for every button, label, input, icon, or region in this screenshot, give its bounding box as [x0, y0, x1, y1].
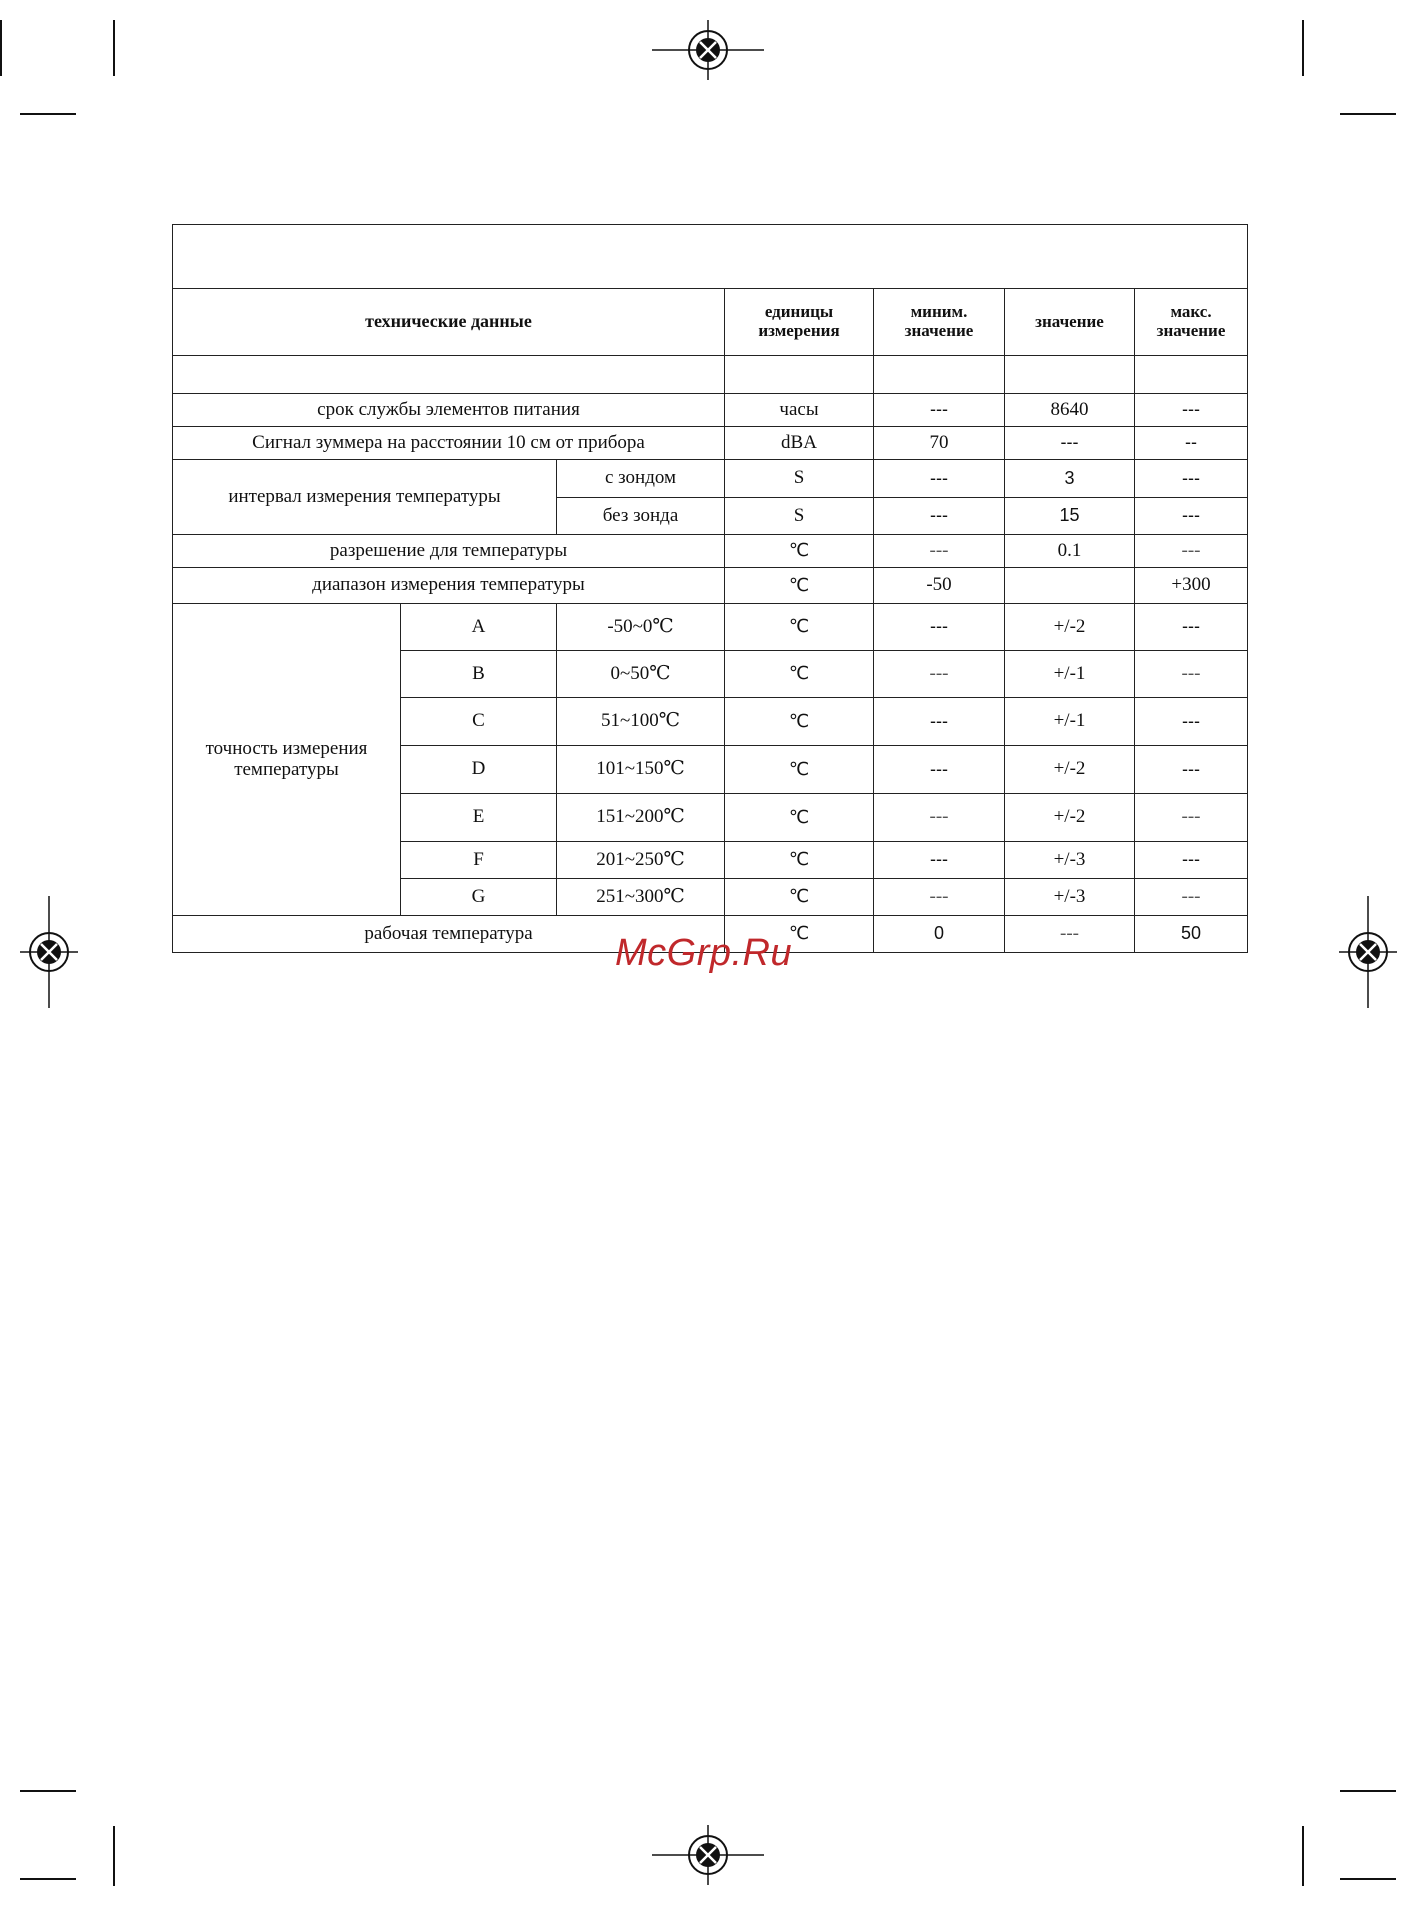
row-label: интервал измерения температуры: [173, 460, 557, 535]
accuracy-range: 251~300℃: [557, 879, 725, 916]
row-max: ---: [1135, 794, 1248, 842]
accuracy-grade: B: [401, 651, 557, 698]
row-unit: ℃: [725, 879, 874, 916]
row-min: ---: [874, 794, 1005, 842]
row-label: Сигнал зуммера на расстоянии 10 см от прибора: [173, 427, 725, 460]
row-unit: ℃: [725, 698, 874, 746]
row-min: ---: [874, 842, 1005, 879]
table-row: [173, 604, 1248, 651]
header-min: миним. значение: [874, 289, 1005, 356]
registration-mark-icon: [20, 896, 78, 1008]
row-unit: ℃: [725, 604, 874, 651]
accuracy-range: 0~50℃: [557, 651, 725, 698]
row-max: ---: [1135, 604, 1248, 651]
table-row: [173, 535, 1248, 568]
row-value: +/-1: [1005, 698, 1135, 746]
row-value: +/-2: [1005, 604, 1135, 651]
accuracy-range: 51~100℃: [557, 698, 725, 746]
registration-mark-icon: [652, 20, 764, 80]
row-max: ---: [1135, 651, 1248, 698]
header-max: макс. значение: [1135, 289, 1248, 356]
row-value: +/-3: [1005, 842, 1135, 879]
row-min: ---: [874, 460, 1005, 498]
row-min: ---: [874, 879, 1005, 916]
crop-mark: [0, 20, 2, 76]
accuracy-grade: F: [401, 842, 557, 879]
row-max: ---: [1135, 842, 1248, 879]
row-min: ---: [874, 535, 1005, 568]
row-label: срок службы элементов питания: [173, 394, 725, 427]
header-row: [173, 289, 1248, 356]
row-value: ---: [1005, 916, 1135, 953]
row-max: 50: [1135, 916, 1248, 953]
row-unit: ℃: [725, 794, 874, 842]
row-value: 3: [1005, 460, 1135, 498]
row-sublabel: с зондом: [557, 460, 725, 498]
row-max: ---: [1135, 535, 1248, 568]
row-value: 15: [1005, 498, 1135, 535]
row-value: 8640: [1005, 394, 1135, 427]
accuracy-grade: C: [401, 698, 557, 746]
accuracy-grade: G: [401, 879, 557, 916]
crop-mark: [20, 113, 76, 115]
row-value: +/-1: [1005, 651, 1135, 698]
crop-mark: [1340, 1878, 1396, 1880]
row-max: ---: [1135, 879, 1248, 916]
row-max: ---: [1135, 698, 1248, 746]
row-min: ---: [874, 746, 1005, 794]
crop-mark: [1340, 1790, 1396, 1792]
accuracy-grade: D: [401, 746, 557, 794]
row-max: --: [1135, 427, 1248, 460]
row-max: +300: [1135, 568, 1248, 604]
row-min: 0: [874, 916, 1005, 953]
accuracy-range: 201~250℃: [557, 842, 725, 879]
row-unit: ℃: [725, 651, 874, 698]
row-min: ---: [874, 698, 1005, 746]
row-value: +/-3: [1005, 879, 1135, 916]
registration-mark-icon: [1339, 896, 1397, 1008]
accuracy-grade: E: [401, 794, 557, 842]
row-value: +/-2: [1005, 794, 1135, 842]
accuracy-grade: A: [401, 604, 557, 651]
header-title: технические данные: [173, 289, 725, 356]
row-value: [1005, 568, 1135, 604]
row-value: ---: [1005, 427, 1135, 460]
row-min: ---: [874, 394, 1005, 427]
row-max: ---: [1135, 460, 1248, 498]
spec-table: [172, 224, 1248, 953]
table-row: [173, 568, 1248, 604]
row-min: ---: [874, 498, 1005, 535]
blank-title-row: [173, 225, 1248, 289]
row-unit: ℃: [725, 916, 874, 953]
row-max: ---: [1135, 394, 1248, 427]
table-row: [173, 427, 1248, 460]
row-unit: ℃: [725, 535, 874, 568]
registration-mark-icon: [652, 1825, 764, 1885]
row-max: ---: [1135, 746, 1248, 794]
row-label: диапазон измерения температуры: [173, 568, 725, 604]
accuracy-range: -50~0℃: [557, 604, 725, 651]
row-unit: S: [725, 498, 874, 535]
crop-mark: [113, 1826, 115, 1886]
watermark: McGrp.Ru: [615, 932, 793, 974]
table-row: [173, 394, 1248, 427]
header-units: единицы измерения: [725, 289, 874, 356]
row-label: точность измерения температуры: [173, 604, 401, 916]
row-min: 70: [874, 427, 1005, 460]
row-unit: ℃: [725, 568, 874, 604]
row-min: ---: [874, 604, 1005, 651]
row-unit: dBA: [725, 427, 874, 460]
crop-mark: [20, 1790, 76, 1792]
crop-mark: [1302, 1826, 1304, 1886]
row-value: 0.1: [1005, 535, 1135, 568]
table-row: [173, 460, 1248, 498]
row-min: -50: [874, 568, 1005, 604]
row-value: +/-2: [1005, 746, 1135, 794]
accuracy-range: 151~200℃: [557, 794, 725, 842]
row-unit: часы: [725, 394, 874, 427]
row-label: разрешение для температуры: [173, 535, 725, 568]
blank-row: [173, 356, 1248, 394]
row-max: ---: [1135, 498, 1248, 535]
row-label: рабочая температура: [173, 916, 725, 953]
row-unit: S: [725, 460, 874, 498]
accuracy-range: 101~150℃: [557, 746, 725, 794]
crop-mark: [113, 20, 115, 76]
row-unit: ℃: [725, 746, 874, 794]
row-sublabel: без зонда: [557, 498, 725, 535]
row-min: ---: [874, 651, 1005, 698]
crop-mark: [20, 1878, 76, 1880]
row-unit: ℃: [725, 842, 874, 879]
header-value: значение: [1005, 289, 1135, 356]
crop-mark: [1340, 113, 1396, 115]
crop-mark: [1302, 20, 1304, 76]
